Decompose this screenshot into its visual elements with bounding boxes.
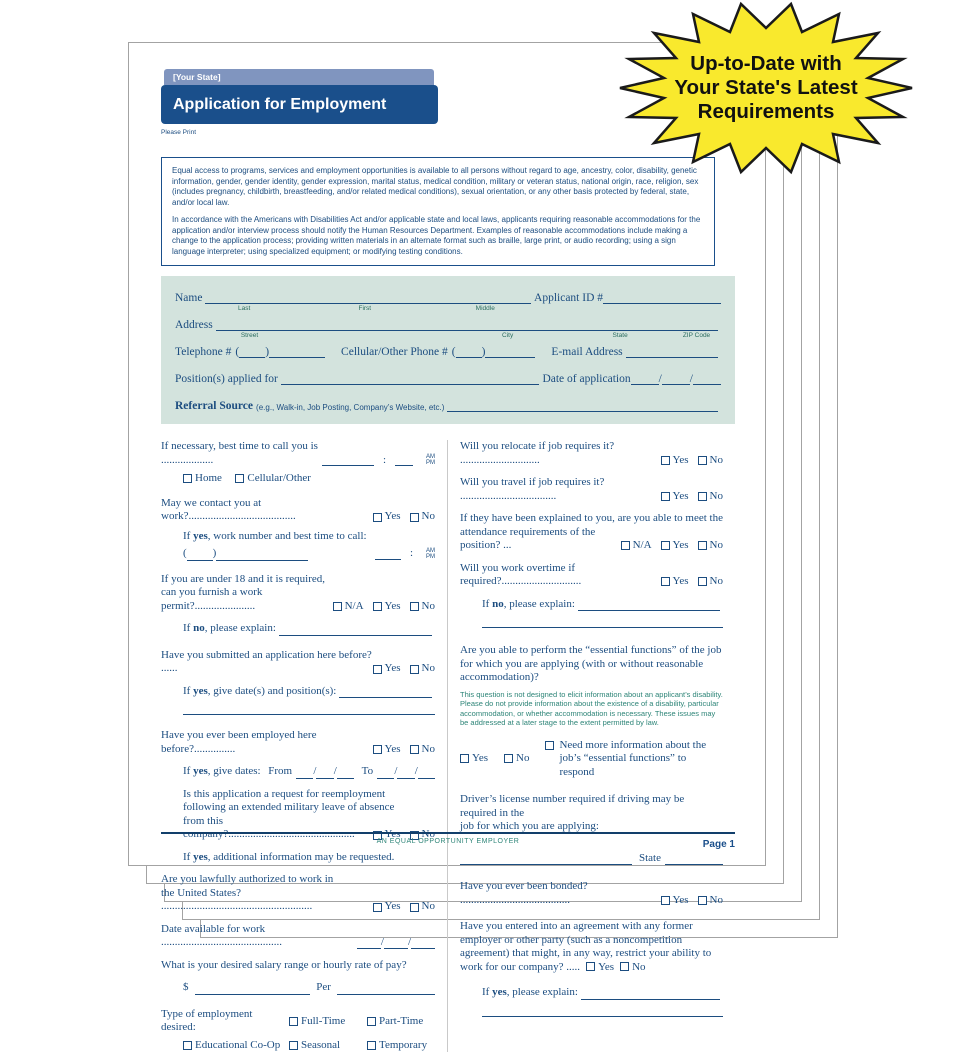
position-row: Position(s) applied for Date of application / / [175,373,721,385]
name-sublabel-first: First [358,305,372,312]
permit-yes-checkbox[interactable] [373,602,382,611]
work-authorization-question: Are you lawfully authorized to work in the United States? ....................................................... Yes No [161,873,435,913]
salary-row: $ Per [183,981,435,995]
noncompete-no-checkbox[interactable] [620,962,629,971]
bonded-label: Have you ever been bonded? ........................................ [460,880,588,906]
license-state-input[interactable] [665,854,723,865]
employment-dates-row: If yes, give dates: From / / To / / [183,765,435,779]
submitted-dates-input[interactable] [339,687,432,698]
avail-day-input[interactable] [384,938,408,949]
travel-row: Will you travel if job requires it? ................................... Yes No [460,476,723,502]
best-time-minutes-input[interactable] [395,455,413,466]
address-sublabel-street: Street [240,332,259,339]
contact-work-yes-checkbox[interactable] [373,513,382,522]
position-input[interactable] [281,374,540,385]
essential-no-checkbox[interactable] [504,754,513,763]
page-footer [161,832,735,852]
essential-needmore-checkbox[interactable] [545,741,554,750]
attendance-na-checkbox[interactable] [621,541,630,550]
educational-coop-checkbox[interactable] [183,1041,192,1050]
employed-yes-checkbox[interactable] [373,745,382,754]
work-time-input[interactable] [375,549,401,560]
salary-per-input[interactable] [337,984,435,995]
ampm-label: AM PM [426,547,435,560]
app-date-year-input[interactable] [693,374,721,385]
drivers-license-question: Driver’s license number required if driving may be required in the job for which you are applying: [460,793,685,832]
avail-year-input[interactable] [411,938,435,949]
cellular-other-checkbox[interactable] [235,474,244,483]
best-time-to-call-label: If necessary, best time to call you is ................... [161,440,318,466]
name-sublabel-last: Last [238,305,251,312]
telephone-input[interactable] [269,347,325,358]
submitted-dates-input-2[interactable] [183,714,435,715]
overtime-label: Will you work overtime if required?............................. [460,561,582,587]
part-time-checkbox[interactable] [367,1017,376,1026]
left-column [161,440,447,1052]
contact-at-work-label: May we contact you at work?....................................... [161,496,296,523]
submitted-before-row: Have you submitted an application here before? ...... Yes No [161,648,435,675]
travel-no-checkbox[interactable] [698,492,707,501]
starburst-badge [616,0,916,176]
ada-accommodations-paragraph: In accordance with the Americans with Disabilities Act and/or applicable state and local laws, applicants requiring reasonable accommodations for the application and/or interview process should notify the Human Resources Department. Examples of reasonable accommodations include making a change to the application process; providing written materials in an alternate format such as braille, large print, or audio recording; using a sign language interpreter; using specialized equipment; or modifying testing conditions. [172,215,701,256]
submitted-yes-checkbox[interactable] [373,665,382,674]
name-sublabel-middle: Middle [475,305,495,312]
drivers-license-row [460,852,723,866]
cellular-other-label: Cellular/Other [247,472,311,484]
address-sublabel-city: City [502,332,514,339]
name-label: Name [175,292,203,304]
address-label: Address [175,319,213,331]
home-checkbox[interactable] [183,474,192,483]
overtime-explain-input[interactable] [578,600,720,611]
attendance-question: If they have been explained to you, are you able to meet the attendance requirements of the position? ... N/A Yes No [460,512,723,551]
permit-explain-row: If no, please explain: [183,622,435,636]
work-area-input[interactable] [187,550,213,561]
right-column [447,440,723,1052]
bonded-row: Have you ever been bonded? ........................................ Yes No [460,880,723,906]
authorized-yes-checkbox[interactable] [373,903,382,912]
temporary-checkbox[interactable] [367,1041,376,1050]
essential-functions-question: Are you able to perform the “essential functions” of the job for which you are applying (with or without reasonable accommodation)? [460,644,722,683]
attendance-no-checkbox[interactable] [698,541,707,550]
equal-access-paragraph: Equal access to programs, services and employment opportunities is available to all persons without regard to age, ancestry, color, disability, genetic information, gender, gender identity, gender expression, marital status, medical condition, military or veteran status, national origin, race, religion, sex (includes pregnancy, childbirth, breastfeeding, and/or related medical conditions), sexual orientation, or any other basis protected by federal, state, and/or local law. [172,166,699,207]
referral-source-hint: (e.g., Walk-in, Job Posting, Company’s Website, etc.) [256,403,445,412]
address-row [175,319,721,339]
reemployment-question: Is this application a request for reemployment following an extended military leave of absence from this company?.............................................. Yes No [183,787,435,841]
essential-functions-fineprint: This question is not designed to elicit information about an applicant’s disability. Please do not provide information about the existence of a disability, particular accommodation, or whether accommodation is necessary. These issues may be addressed at a later stage to the extent permitted by law. [460,689,723,727]
travel-yes-checkbox[interactable] [661,492,670,501]
license-state-label: State [639,851,661,864]
app-date-month-input[interactable] [631,374,659,385]
essential-functions-answers: Yes No Need more information about the job’s “essential functions” to respond [460,739,723,780]
overtime-yes-checkbox[interactable] [661,577,670,586]
contact-work-no-checkbox[interactable] [410,513,419,522]
noncompete-question: Have you entered into an agreement with any former employer or other party (such as a noncompetition agreement) that might, in any way, restrict your ability to work for our company? ..... Yes No [460,920,712,973]
bonded-yes-checkbox[interactable] [661,896,670,905]
best-time-to-call-row: If necessary, best time to call you is ................... : AM PM [161,440,435,467]
applicant-id-input[interactable] [603,293,721,304]
noncompete-explain-input[interactable] [581,989,720,1000]
employment-type-row-2: Educational Co-Op Seasonal Temporary [161,1039,435,1052]
referral-row [175,400,721,412]
address-input[interactable] [216,320,718,339]
overtime-no-checkbox[interactable] [698,577,707,586]
permit-na-checkbox[interactable] [333,602,342,611]
ampm-label: AM PM [426,453,435,467]
employment-type-label: Type of employment desired: [161,1007,253,1034]
footer-rule [161,832,735,834]
bonded-no-checkbox[interactable] [698,896,707,905]
cellular-label: Cellular/Other Phone # [341,346,448,358]
cellular-area-input[interactable] [456,347,482,358]
full-time-checkbox[interactable] [289,1017,298,1026]
work-number-input[interactable] [216,550,308,561]
noncompete-explain-input-2[interactable] [482,1016,723,1017]
telephone-area-input[interactable] [239,347,265,358]
phone-type-row [183,472,435,488]
from-day-input[interactable] [316,768,333,779]
permit-explain-input[interactable] [279,625,432,636]
relocate-row: Will you relocate if job requires it? ............................. Yes No [460,440,723,466]
additional-info-note: If yes, additional information may be requested. [183,850,395,863]
to-year-input[interactable] [418,768,435,779]
drivers-license-input[interactable] [460,854,632,865]
work-number-note: If yes, work number and best time to call: [183,529,367,542]
referral-source-input[interactable] [447,401,718,412]
state-tag-bar [164,69,434,85]
attendance-label: attendance requirements of the position? ... [460,525,596,551]
cellular-input[interactable] [485,347,535,358]
employed-before-row: Have you ever been employed here before?............... Yes No [161,729,435,755]
form-title: Application for Employment [173,95,387,113]
overtime-row: Will you work overtime if required?............................. Yes No [460,561,723,587]
name-row [175,292,721,312]
seasonal-checkbox[interactable] [289,1041,298,1050]
noncompete-explain-row: If yes, please explain: [482,986,723,1000]
avail-month-input[interactable] [357,938,381,949]
submitted-before-label: Have you submitted an application here before? ...... [161,648,372,675]
work-permit-question: If you are under 18 and it is required, can you furnish a work permit?...................... N/A Yes No [161,572,435,612]
page-number: Page 1 [702,839,735,850]
app-date-day-input[interactable] [662,374,690,385]
home-label: Home [195,472,222,484]
position-label: Position(s) applied for [175,373,278,385]
employed-before-label: Have you ever been employed here before?............... [161,729,317,755]
travel-label: Will you travel if job requires it? ................................... [460,476,605,502]
work-authorization-label: the United States? ....................................................... [161,886,313,913]
email-input[interactable] [626,347,718,358]
starburst-text: Up-to-Date with Your State's Latest Requirements [674,52,858,123]
relocate-no-checkbox[interactable] [698,456,707,465]
email-label: E-mail Address [551,346,623,358]
reemployment-label: from this company?.............................................. [183,814,355,841]
salary-question: What is your desired salary range or hourly rate of pay? [161,958,407,971]
phone-row: Telephone # ( ) Cellular/Other Phone # ( ) E-mail Address [175,346,721,358]
employment-type-row-1: Type of employment desired: Full-Time Part-Time [161,1007,424,1034]
date-available-row: Date available for work ............................................ / / [161,923,435,950]
overtime-explain-input-2[interactable] [482,627,723,628]
date-available-label: Date available for work ............................................ [161,922,282,949]
address-sublabel-zip: ZIP Code [682,332,711,339]
address-sublabel-state: State [612,332,628,339]
noncompete-yes-checkbox[interactable] [586,962,595,971]
identity-panel [161,276,735,424]
from-month-input[interactable] [296,768,313,779]
permit-no-checkbox[interactable] [410,602,419,611]
submitted-no-checkbox[interactable] [410,665,419,674]
attendance-yes-checkbox[interactable] [661,541,670,550]
applicant-id-label: Applicant ID # [534,292,603,304]
name-input[interactable] [205,293,531,312]
telephone-label: Telephone # [175,346,232,358]
please-print-note: Please Print [161,129,197,136]
state-tag: [Your State] [173,72,221,82]
application-date-label: Date of application [542,373,631,385]
overtime-explain-row: If no, please explain: [482,598,723,612]
submitted-dates-row: If yes, give date(s) and position(s): [183,685,435,699]
work-permit-label: can you furnish a work permit?...................... [161,586,263,612]
equal-opportunity-employer-text: AN EQUAL OPPORTUNITY EMPLOYER [376,838,520,845]
best-time-input[interactable] [322,455,374,466]
from-year-input[interactable] [337,768,354,779]
employed-no-checkbox[interactable] [410,745,419,754]
essential-yes-checkbox[interactable] [460,754,469,763]
work-number-row: ( ) : AM PM [183,547,435,560]
form-title-bar [161,85,438,124]
relocate-label: Will you relocate if job requires it? ............................. [460,440,615,466]
relocate-yes-checkbox[interactable] [661,456,670,465]
authorized-no-checkbox[interactable] [410,903,419,912]
salary-amount-input[interactable] [195,984,311,995]
to-month-input[interactable] [377,768,394,779]
contact-at-work-row: May we contact you at work?....................................... Yes No [161,496,435,523]
to-day-input[interactable] [397,768,414,779]
referral-source-label: Referral Source [175,400,254,412]
